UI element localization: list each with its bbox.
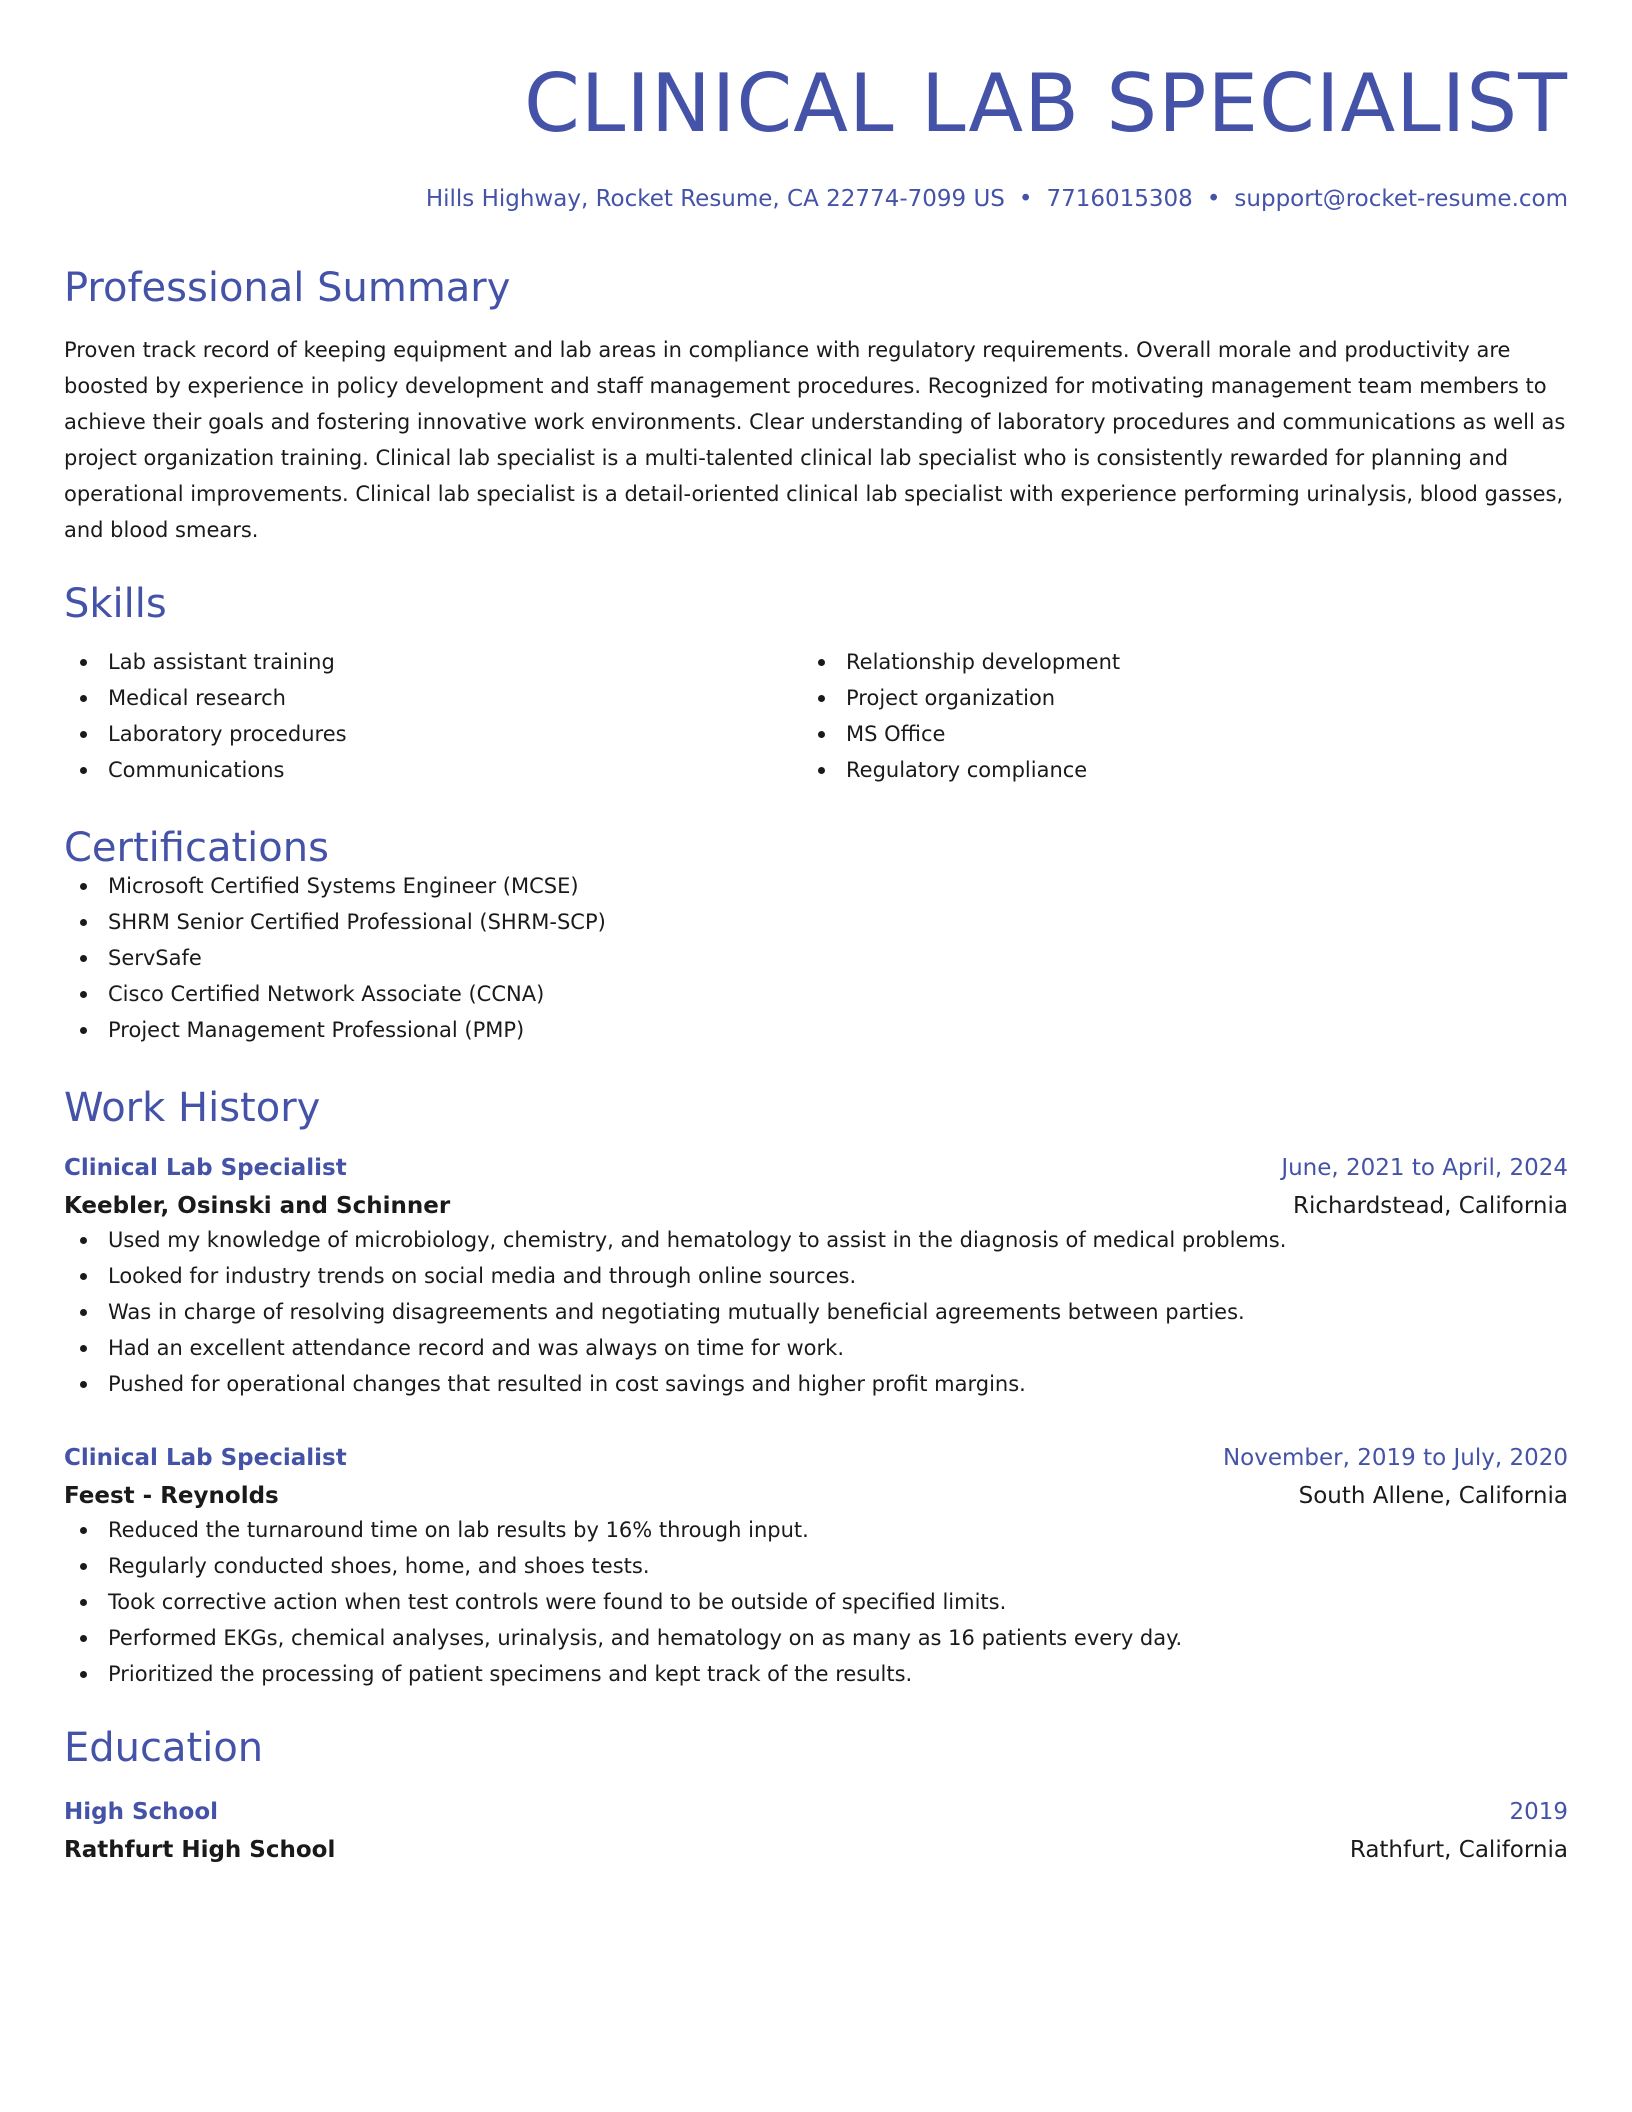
work-history-heading: Work History [64,1085,321,1131]
job-bullets [64,1512,1568,1692]
job-company: Keebler, Osinski and Schinner [64,1193,451,1219]
job-bullets [64,1222,1568,1402]
certification-item: Project Management Professional (PMP) [64,1012,1568,1048]
certification-item: Cisco Certified Network Associate (CCNA) [64,976,1568,1012]
certifications-list [64,868,1568,1048]
job-bullet: Reduced the turnaround time on lab results by 16% through input. [64,1512,1568,1548]
education-year: 2019 [1509,1799,1568,1825]
contact-phone: 7716015308 [1046,186,1193,212]
skill-item: Medical research [64,680,802,716]
contact-email: support@rocket-resume.com [1234,186,1568,212]
contact-separator: • [1206,186,1221,212]
job-bullet: Was in charge of resolving disagreements and negotiating mutually beneficial agreements between parties. [64,1294,1568,1330]
skills-grid [64,644,1568,788]
certifications-heading: Certifications [64,825,329,871]
certification-item: ServSafe [64,940,1568,976]
job-bullet: Performed EKGs, chemical analyses, urinalysis, and hematology on as many as 16 patients every day. [64,1620,1568,1656]
resume-name: CLINICAL LAB SPECIALIST [523,57,1568,150]
job-bullet: Looked for industry trends on social media and through online sources. [64,1258,1568,1294]
job-bullet: Regularly conducted shoes, home, and shoes tests. [64,1548,1568,1584]
contact-separator: • [1018,186,1033,212]
job-dates: November, 2019 to July, 2020 [1222,1445,1568,1471]
job-role: Clinical Lab Specialist [64,1445,347,1471]
job-location: South Allene, California [1298,1483,1568,1509]
education-degree: High School [64,1799,219,1825]
skill-item: Lab assistant training [64,644,802,680]
skill-item: Project organization [802,680,1568,716]
job-bullet: Took corrective action when test controls were found to be outside of specified limits. [64,1584,1568,1620]
summary-heading: Professional Summary [64,265,511,311]
skills-heading: Skills [64,581,167,627]
skill-item: Laboratory procedures [64,716,802,752]
job-role: Clinical Lab Specialist [64,1155,347,1181]
job-entry [64,1152,1568,1402]
job-company: Feest - Reynolds [64,1483,279,1509]
skills-list-left [64,644,802,788]
job-bullet: Pushed for operational changes that resulted in cost savings and higher profit margins. [64,1366,1568,1402]
certification-item: SHRM Senior Certified Professional (SHRM-SCP) [64,904,1568,940]
skill-item: Regulatory compliance [802,752,1568,788]
skills-list-right [802,644,1568,788]
job-bullet: Had an excellent attendance record and was always on time for work. [64,1330,1568,1366]
education-school: Rathfurt High School [64,1837,336,1863]
job-entry [64,1442,1568,1692]
certification-item: Microsoft Certified Systems Engineer (MCSE) [64,868,1568,904]
education-location: Rathfurt, California [1349,1837,1568,1863]
skill-item: Relationship development [802,644,1568,680]
education-entry [64,1796,1568,1866]
job-bullet: Prioritized the processing of patient specimens and kept track of the results. [64,1656,1568,1692]
education-heading: Education [64,1725,264,1771]
skill-item: Communications [64,752,802,788]
summary-text: Proven track record of keeping equipment and lab areas in compliance with regulatory requirements. Overall morale and productivity are boosted by experience in policy development and staff management procedures. Recognized for motivating management team members to achieve their goals and fostering innovative work environments. Clear understanding of laboratory procedures and communications as well as project organization training. Clinical lab specialist is a multi-talented clinical lab specialist who is consistently rewarded for planning and operational improvements. Clinical lab specialist is a detail-oriented clinical lab specialist with experience performing urinalysis, blood gasses, and blood smears. [64,338,1566,542]
contact-line [64,186,1568,212]
job-bullet: Used my knowledge of microbiology, chemistry, and hematology to assist in the diagnosis of medical problems. [64,1222,1568,1258]
job-dates: June, 2021 to April, 2024 [1281,1155,1568,1181]
skill-item: MS Office [802,716,1568,752]
contact-address: Hills Highway, Rocket Resume, CA 22774-7099 US [425,186,1005,212]
job-location: Richardstead, California [1292,1193,1568,1219]
